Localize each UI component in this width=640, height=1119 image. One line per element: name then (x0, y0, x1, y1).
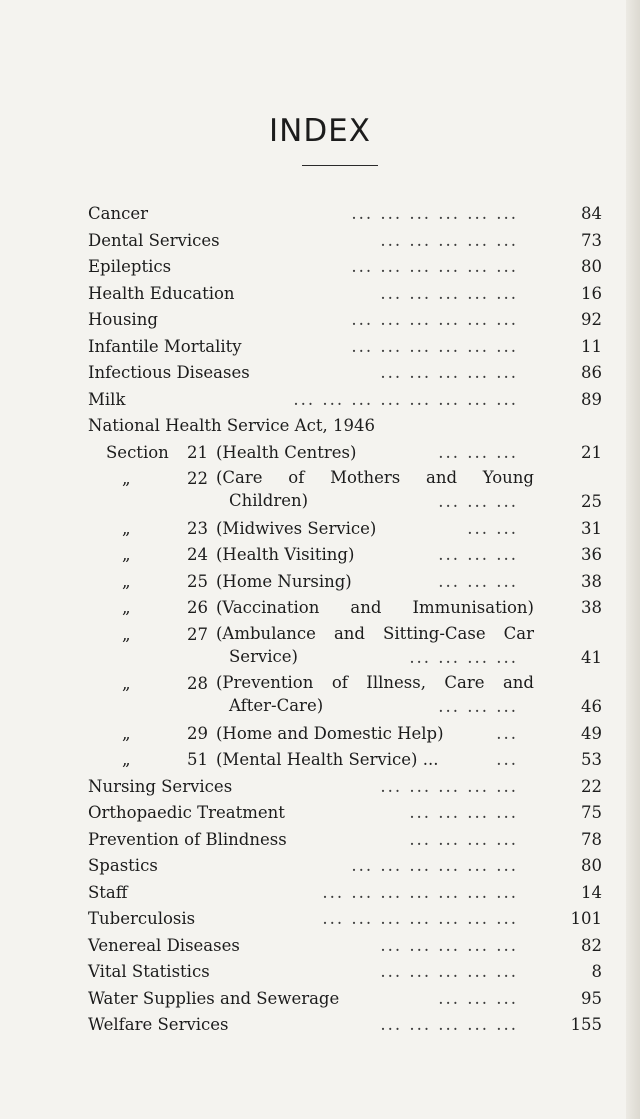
section-number: 29 (187, 723, 208, 743)
dot-leaders: ... ... ... ... ... (380, 363, 518, 382)
title-rule (302, 165, 378, 166)
dot-leaders: ... ... ... ... ... ... (351, 310, 518, 329)
section-title: (Health Visiting) (216, 545, 355, 564)
section-entry-22 (0, 466, 640, 516)
page-number: 53 (581, 750, 602, 769)
page-number: 8 (591, 962, 602, 981)
entry-label: Dental Services (88, 230, 220, 250)
ditto-mark: „ (122, 598, 131, 617)
index-entry-spastics (0, 853, 640, 880)
page-number: 38 (581, 571, 602, 591)
section-number: 28 (187, 674, 208, 693)
entry-label: Infantile Mortality (88, 336, 242, 356)
section-title-line1: (Ambulance and Sitting-Case Car (216, 623, 534, 643)
entry-label: Spastics (88, 856, 158, 875)
dot-leaders: ... ... ... ... ... ... ... ... (293, 389, 518, 409)
dot-leaders: ... ... ... ... (409, 647, 518, 667)
index-entry-infantile-mortality (0, 334, 640, 361)
dot-leaders: ... ... ... ... ... (380, 935, 518, 955)
page-number: 38 (581, 598, 602, 617)
section-title-line1: (Vaccination and Immunisation) (216, 598, 534, 617)
section-title: (Health Centres) (216, 442, 357, 462)
section-title-line1: (Prevention of Illness, Care and (216, 673, 534, 692)
page-number: 80 (581, 257, 602, 276)
section-number: 27 (187, 624, 208, 644)
index-list (0, 201, 640, 1039)
page-number: 78 (581, 829, 602, 849)
page-number: 36 (581, 545, 602, 564)
section-title-line2: Children) (229, 491, 309, 510)
ditto-mark: „ (122, 469, 131, 488)
section-entry-24 (0, 542, 640, 569)
entry-label: Housing (88, 310, 158, 329)
dot-leaders: ... (496, 723, 518, 743)
page-number: 86 (581, 363, 602, 382)
section-prefix: Section (106, 442, 169, 462)
section-entry-26 (0, 595, 640, 622)
section-entry-28 (0, 671, 640, 721)
dot-leaders: ... ... ... (438, 697, 518, 716)
dot-leaders: ... ... ... ... ... ... ... (322, 882, 518, 902)
index-entry-welfare-services (0, 1012, 640, 1039)
dot-leaders: ... ... ... ... ... (380, 283, 518, 303)
dot-leaders: ... ... ... ... ... ... (351, 204, 518, 223)
page-number: 25 (581, 492, 602, 511)
dot-leaders: ... ... ... (438, 571, 518, 591)
page-number: 49 (581, 723, 602, 743)
page-number: 73 (581, 230, 602, 250)
section-title: (Mental Health Service) ... (216, 750, 439, 769)
page-number: 16 (581, 283, 602, 303)
index-entry-infectious-diseases (0, 360, 640, 387)
dot-leaders: ... ... ... ... ... (380, 776, 518, 796)
entry-label: Tuberculosis (88, 909, 196, 928)
ditto-mark: „ (122, 624, 131, 644)
index-entry-venereal-diseases (0, 933, 640, 960)
entry-label: Milk (88, 389, 126, 409)
section-number: 25 (187, 571, 208, 591)
ditto-mark: „ (122, 674, 131, 693)
index-entry-dental-services (0, 228, 640, 255)
section-number: 26 (187, 598, 208, 617)
index-entry-housing (0, 307, 640, 334)
page-number: 22 (581, 776, 602, 796)
dot-leaders: ... ... ... (438, 988, 518, 1008)
page-number: 92 (581, 310, 602, 329)
index-entry-nursing-services (0, 774, 640, 801)
section-number: 23 (187, 518, 208, 538)
index-entry-milk (0, 387, 640, 414)
section-entry-21 (0, 440, 640, 467)
dot-leaders: ... ... ... (438, 492, 518, 511)
index-entry-vital-statistics (0, 959, 640, 986)
dot-leaders: ... ... ... ... (409, 829, 518, 849)
dot-leaders: ... ... ... ... ... ... (351, 257, 518, 276)
entry-label: Epileptics (88, 257, 172, 276)
section-number: 21 (187, 442, 208, 462)
entry-label: National Health Service Act, 1946 (88, 416, 375, 435)
dot-leaders: ... ... ... ... ... (380, 230, 518, 250)
section-title-line2: After-Care) (229, 696, 324, 715)
section-number: 24 (187, 545, 208, 564)
page-title: INDEX (268, 112, 372, 149)
dot-leaders: ... ... ... ... ... ... (351, 336, 518, 356)
entry-label: Nursing Services (88, 776, 233, 796)
section-title: (Home Nursing) (216, 571, 352, 591)
entry-label: Vital Statistics (88, 962, 210, 981)
entry-label: Welfare Services (88, 1015, 229, 1034)
section-title (216, 595, 534, 622)
dot-leaders: ... ... ... ... (409, 803, 518, 822)
page-number: 31 (581, 518, 602, 538)
entry-label: Venereal Diseases (88, 935, 240, 955)
entry-label: Infectious Diseases (88, 363, 250, 382)
ditto-mark: „ (122, 518, 131, 538)
page-number: 75 (581, 803, 602, 822)
page-number: 82 (581, 935, 602, 955)
section-entry-29 (0, 721, 640, 748)
section-number: 51 (187, 750, 208, 769)
page-number: 155 (570, 1015, 602, 1034)
ditto-mark: „ (122, 571, 131, 591)
dot-leaders: ... ... ... ... ... (380, 962, 518, 981)
ditto-mark: „ (122, 723, 131, 743)
section-title: (Midwives Service) (216, 518, 377, 538)
dot-leaders: ... (496, 750, 518, 769)
page-number: 14 (581, 882, 602, 902)
dot-leaders: ... ... ... (438, 442, 518, 462)
section-title-line2: Service) (229, 646, 298, 666)
section-title-line1: (Care of Mothers and Young (216, 468, 534, 487)
entry-label: Staff (88, 882, 128, 902)
section-entry-27 (0, 622, 640, 672)
section-entry-51 (0, 747, 640, 774)
index-entry-tuberculosis (0, 906, 640, 933)
section-title: (Home and Domestic Help) (216, 723, 444, 743)
index-entry-health-education (0, 281, 640, 308)
page-number: 89 (581, 389, 602, 409)
index-entry-cancer (0, 201, 640, 228)
page-number: 46 (581, 697, 602, 716)
dot-leaders: ... ... ... ... ... (380, 1015, 518, 1034)
section-entry-25 (0, 569, 640, 596)
page-number: 41 (581, 647, 602, 667)
index-entry-staff (0, 880, 640, 907)
page-number: 21 (581, 442, 602, 462)
ditto-mark: „ (122, 750, 131, 769)
entry-label: Prevention of Blindness (88, 829, 287, 849)
entry-label: Health Education (88, 283, 235, 303)
page-number: 11 (581, 336, 602, 356)
page-number: 84 (581, 204, 602, 223)
dot-leaders: ... ... (467, 518, 518, 538)
index-entry-orthopaedic-treatment (0, 800, 640, 827)
entry-label: Orthopaedic Treatment (88, 803, 285, 822)
index-entry-nhs-act (0, 413, 640, 440)
page-number: 95 (581, 988, 602, 1008)
dot-leaders: ... ... ... ... ... ... ... (322, 909, 518, 928)
ditto-mark: „ (122, 545, 131, 564)
section-entry-23 (0, 516, 640, 543)
dot-leaders: ... ... ... ... ... ... (351, 856, 518, 875)
section-number: 22 (187, 469, 208, 488)
dot-leaders: ... ... ... (438, 545, 518, 564)
index-entry-prevention-of-blindness (0, 827, 640, 854)
page-number: 80 (581, 856, 602, 875)
entry-label: Cancer (88, 204, 148, 223)
index-entry-water-supplies (0, 986, 640, 1013)
page-number: 101 (570, 909, 602, 928)
entry-label: Water Supplies and Sewerage (88, 988, 340, 1008)
index-entry-epileptics (0, 254, 640, 281)
